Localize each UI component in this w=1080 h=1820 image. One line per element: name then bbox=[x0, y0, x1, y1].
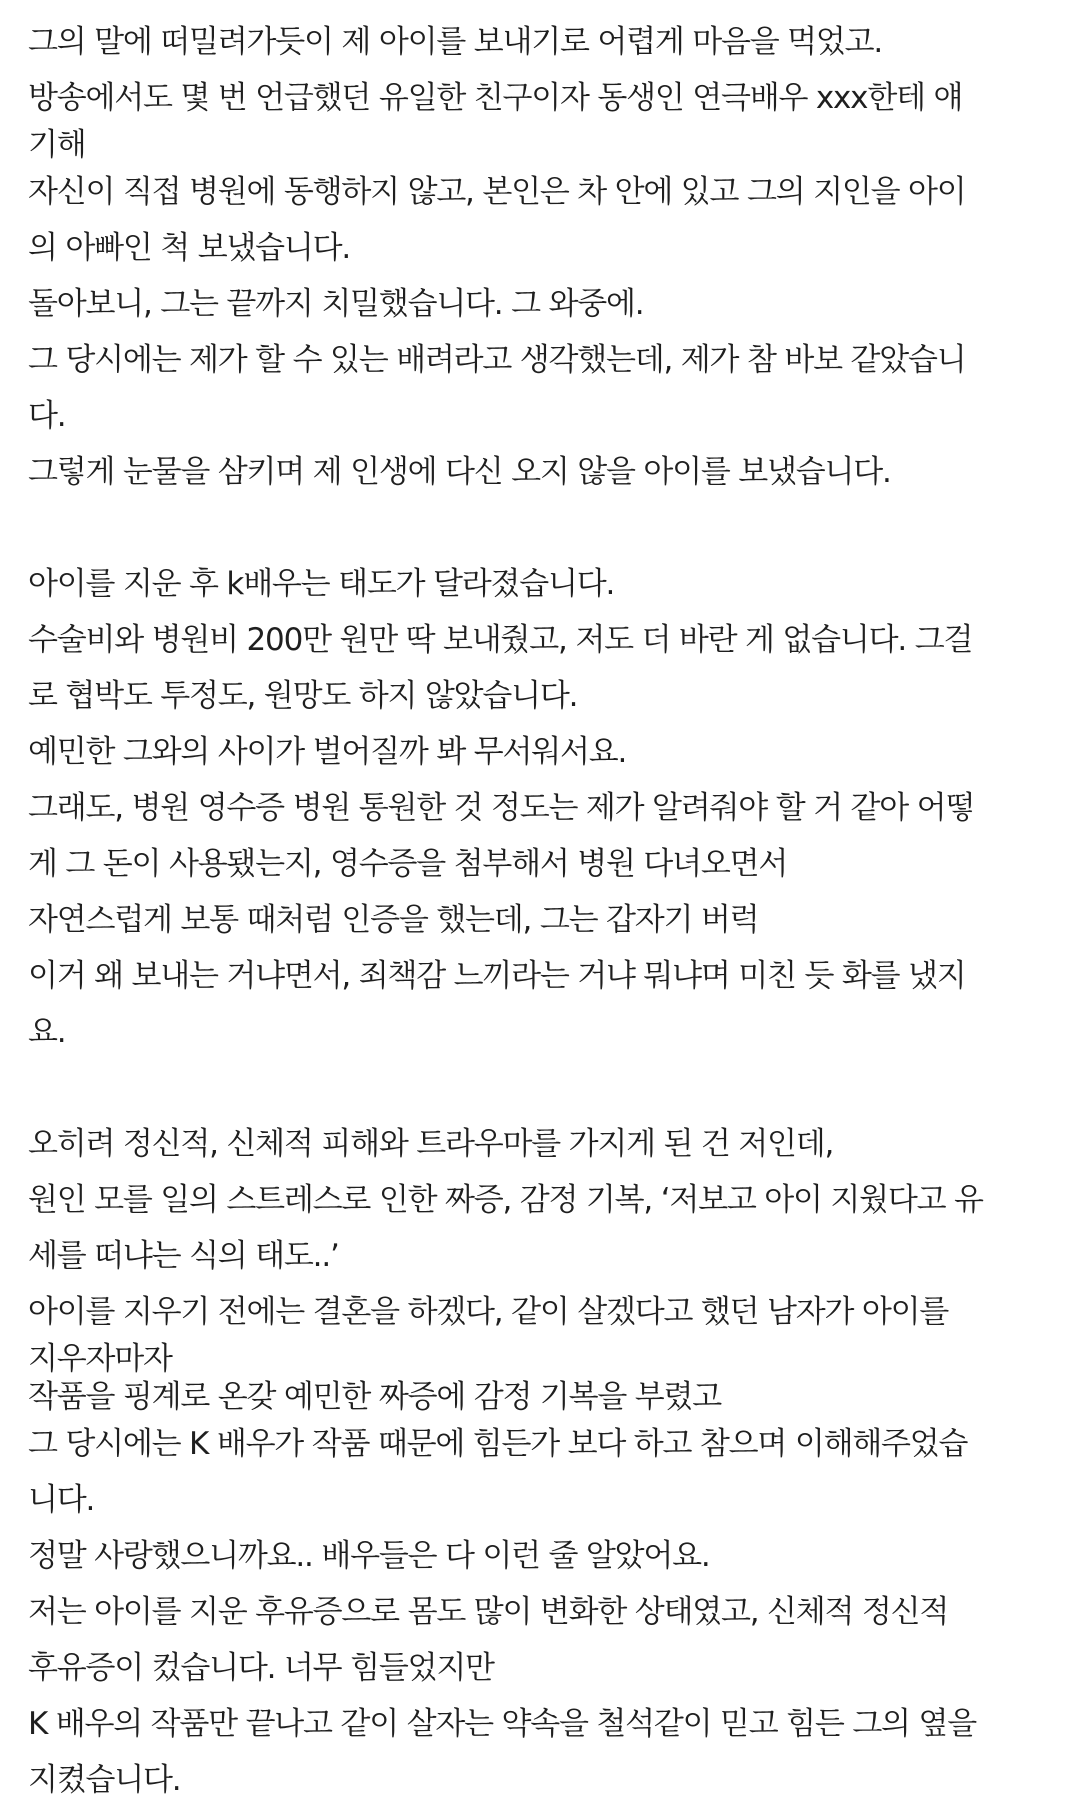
paragraph-1 bbox=[28, 14, 1058, 500]
text-line: 니다. bbox=[28, 1482, 95, 1518]
text-line: 그래도, 병원 영수증 병원 통원한 것 정도는 제가 알려줘야 할 거 같아 어떻 bbox=[28, 790, 975, 826]
text-line: 의 아빠인 척 보냈습니다. bbox=[28, 230, 351, 266]
text-line: 게 그 돈이 사용됐는지, 영수증을 첨부해서 병원 다녀오면서 bbox=[28, 846, 788, 882]
text-line: 그 당시에는 K 배우가 작품 때문에 힘든가 보다 하고 참으며 이해해주었습 bbox=[28, 1426, 968, 1462]
text-line: K 배우의 작품만 끝나고 같이 살자는 약속을 철석같이 믿고 힘든 그의 옆을 bbox=[28, 1706, 976, 1742]
text-line: 방송에서도 몇 번 언급했던 유일한 친구이자 동생인 연극배우 xxx한테 얘 bbox=[28, 80, 963, 116]
text-line: 그의 말에 떠밀려가듯이 제 아이를 보내기로 어렵게 마음을 먹었고. bbox=[28, 24, 883, 60]
text-line: 요. bbox=[28, 1014, 66, 1050]
text-line: 그렇게 눈물을 삼키며 제 인생에 다신 오지 않을 아이를 보냈습니다. bbox=[28, 454, 891, 490]
text-line: 기해 bbox=[28, 127, 86, 163]
text-line: 수술비와 병원비 200만 원만 딱 보내줬고, 저도 더 바란 게 없습니다. 그걸 bbox=[28, 622, 973, 658]
text-line: 자신이 직접 병원에 동행하지 않고, 본인은 차 안에 있고 그의 지인을 아이 bbox=[28, 174, 966, 210]
text-line: 자연스럽게 보통 때처럼 인증을 했는데, 그는 갑자기 버럭 bbox=[28, 902, 759, 938]
text-line: 지우자마자 bbox=[28, 1341, 172, 1377]
text-line: 저는 아이를 지운 후유증으로 몸도 많이 변화한 상태였고, 신체적 정신적 bbox=[28, 1594, 949, 1630]
text-line: 아이를 지우기 전에는 결혼을 하겠다, 같이 살겠다고 했던 남자가 아이를 bbox=[28, 1294, 949, 1330]
text-line: 아이를 지운 후 k배우는 태도가 달라졌습니다. bbox=[28, 566, 615, 602]
article-body bbox=[28, 14, 1058, 1808]
paragraph-spacer bbox=[28, 1060, 1058, 1116]
text-line: 세를 떠냐는 식의 태도..’ bbox=[28, 1238, 339, 1274]
text-line: 예민한 그와의 사이가 벌어질까 봐 무서워서요. bbox=[28, 734, 627, 770]
text-line: 후유증이 컸습니다. 너무 힘들었지만 bbox=[28, 1650, 494, 1686]
text-line: 작품을 핑계로 온갖 예민한 짜증에 감정 기복을 부렸고 bbox=[28, 1379, 721, 1415]
text-line: 정말 사랑했으니까요.. 배우들은 다 이런 줄 알았어요. bbox=[28, 1538, 710, 1574]
text-line: 다. bbox=[28, 398, 66, 434]
paragraph-3 bbox=[28, 1116, 1058, 1808]
text-line: 오히려 정신적, 신체적 피해와 트라우마를 가지게 된 건 저인데, bbox=[28, 1126, 834, 1162]
text-line: 이거 왜 보내는 거냐면서, 죄책감 느끼라는 거냐 뭐냐며 미친 듯 화를 냈지 bbox=[28, 958, 966, 994]
text-line: 원인 모를 일의 스트레스로 인한 짜증, 감정 기복, ‘저보고 아이 지웠다고 유 bbox=[28, 1182, 983, 1218]
text-line: 로 협박도 투정도, 원망도 하지 않았습니다. bbox=[28, 678, 578, 714]
text-line: 그 당시에는 제가 할 수 있는 배려라고 생각했는데, 제가 참 바보 같았습니 bbox=[28, 342, 966, 378]
text-line: 지켰습니다. bbox=[28, 1762, 181, 1798]
text-line: 돌아보니, 그는 끝까지 치밀했습니다. 그 와중에. bbox=[28, 286, 644, 322]
paragraph-2 bbox=[28, 556, 1058, 1060]
paragraph-spacer bbox=[28, 500, 1058, 556]
